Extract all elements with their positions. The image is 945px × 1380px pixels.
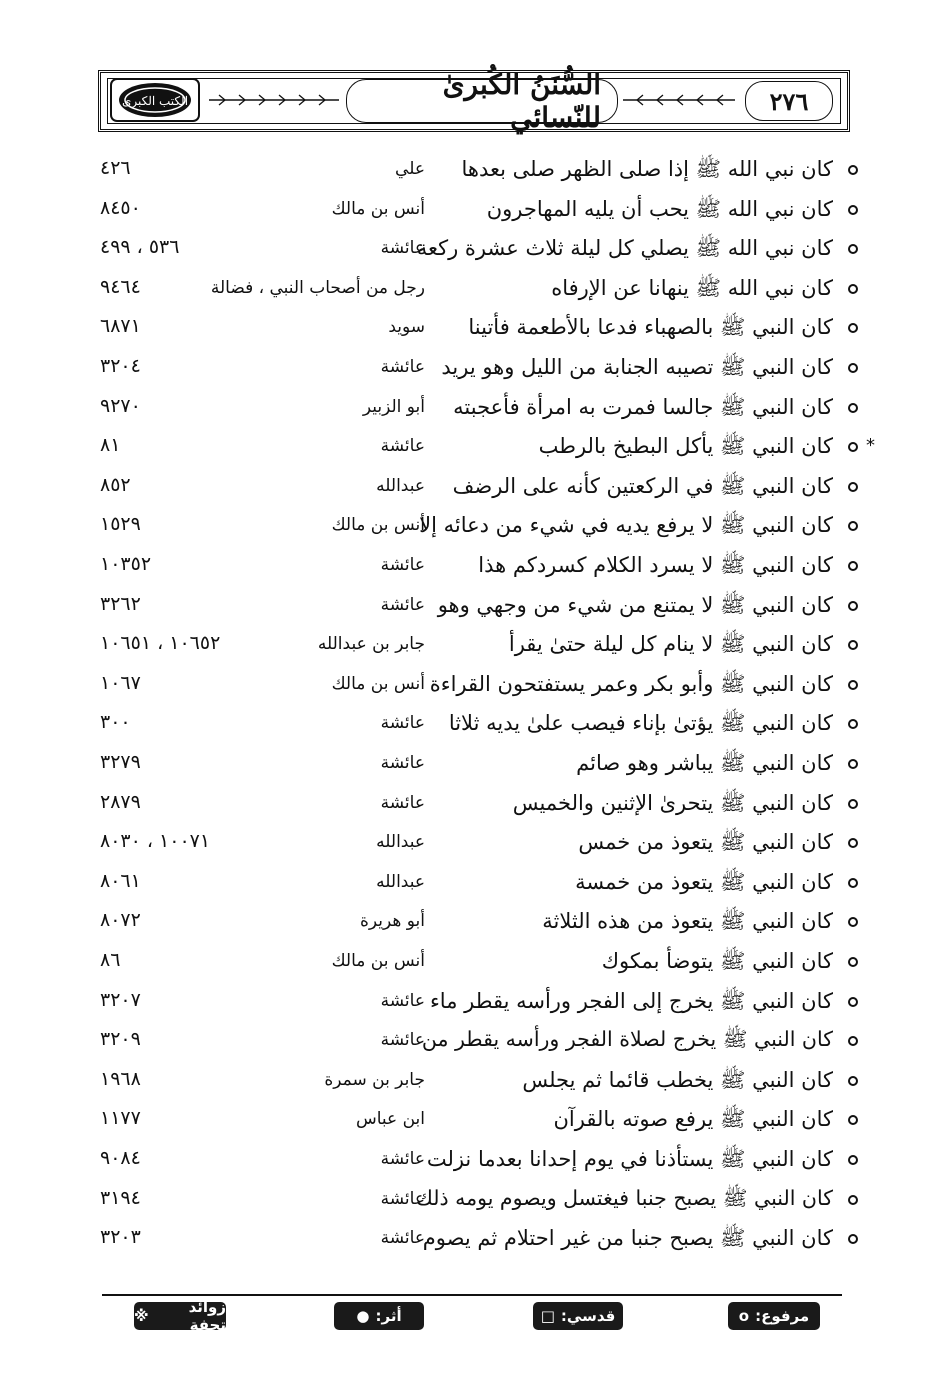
reference-number: ٥٣٦ ، ٤٩٩	[100, 236, 180, 259]
index-row	[0, 786, 945, 826]
index-row	[0, 984, 945, 1024]
reference-number: ٣٢٠٩	[100, 1028, 141, 1051]
reference-number: ٢٨٧٩	[100, 790, 141, 813]
legend-filled-circle-icon: ●	[356, 1307, 370, 1325]
marfu-circle-icon	[848, 442, 858, 452]
index-row	[0, 667, 945, 707]
reference-number: ٨١	[100, 434, 121, 457]
narrator: أنس بن مالك	[331, 198, 425, 219]
hadith-text: كان النبي ﷺ يصبح جنبا فيغتسل ويصوم يومه ذلك	[415, 1185, 833, 1210]
reference-number: ٣٢٠٤	[100, 355, 141, 377]
marfu-circle-icon	[848, 165, 858, 175]
legend-asterisk-icon: ※	[134, 1307, 149, 1325]
reference-number: ٣٢٦٢	[100, 592, 141, 615]
narrator: أنس بن مالك	[331, 673, 425, 694]
hadith-text: كان النبي ﷺ وأبو بكر وعمر يستفتحون القراءة	[429, 671, 833, 696]
marfu-circle-icon	[848, 1234, 858, 1244]
legend-zawaid	[134, 1298, 226, 1334]
narrator: عائشة	[380, 357, 425, 377]
reference-number: ٨٦	[100, 949, 121, 971]
marfu-circle-icon	[848, 363, 858, 373]
narrator: عائشة	[380, 238, 425, 259]
narrator: عائشة	[380, 555, 425, 575]
marfu-circle-icon	[848, 957, 858, 967]
index-row	[0, 825, 945, 865]
reference-number: ٤٢٦	[100, 157, 131, 179]
page-header	[98, 70, 850, 132]
reference-number: ٣١٩٤	[100, 1186, 141, 1209]
index-row	[0, 1023, 945, 1063]
index-row	[0, 469, 945, 509]
legend-open-circle-icon: o	[738, 1307, 750, 1325]
seal-text: الكتب الكبرى	[121, 94, 189, 108]
hadith-text: كان النبي ﷺ تصيبه الجنابة من الليل وهو يريد	[441, 355, 833, 379]
index-row	[0, 310, 945, 350]
reference-number: ١٠٦٧	[100, 671, 141, 694]
reference-number: ٣٠٠	[100, 711, 131, 734]
index-row	[0, 1142, 945, 1182]
narrator: أبو الزبير	[362, 396, 425, 417]
marfu-circle-icon	[848, 1076, 858, 1086]
hadith-text: كان النبي ﷺ يتعوذ من هذه الثلاثة	[542, 909, 833, 934]
narrator: عائشة	[380, 713, 425, 734]
hadith-text: كان نبي الله ﷺ ينهانا عن الإرفاه	[551, 275, 833, 300]
narrator: أنس بن مالك	[331, 951, 425, 971]
hadith-text: كان النبي ﷺ يتعوذ من خمسة	[575, 869, 833, 894]
hadith-text: كان النبي ﷺ في الركعتين كأنه على الرضف	[452, 473, 833, 498]
zawaid-asterisk-icon: *	[866, 435, 875, 457]
reference-number: ١٩٦٨	[100, 1067, 141, 1090]
marfu-circle-icon	[848, 601, 858, 611]
marfu-circle-icon	[848, 680, 858, 690]
marfu-circle-icon	[848, 521, 858, 531]
marfu-circle-icon	[848, 561, 858, 571]
marfu-circle-icon	[848, 284, 858, 294]
legend-label: زوائد تحفة	[188, 1298, 226, 1334]
reference-number: ١٥٢٩	[100, 513, 141, 536]
reference-number: ٨٤٥٠	[100, 196, 141, 219]
reference-number: ٩٠٨٤	[100, 1147, 141, 1169]
page-number: ٢٧٦	[745, 81, 833, 121]
narrator: عائشة	[380, 753, 425, 773]
marfu-circle-icon	[848, 719, 858, 729]
hadith-text: كان نبي الله ﷺ إذا صلى الظهر صلى بعدها	[461, 157, 833, 181]
legend-square-icon: □	[540, 1307, 555, 1325]
hadith-text: كان النبي ﷺ يخرج إلى الفجر ورأسه يقطر ماء	[429, 988, 833, 1013]
legend-athar	[334, 1302, 424, 1330]
narrator: ابن عباس	[355, 1109, 425, 1130]
narrator: رجل من أصحاب النبي ، فضالة	[210, 277, 425, 298]
hadith-text: كان النبي ﷺ يستأذنا في يوم إحدانا بعدما نزلت	[426, 1147, 833, 1171]
narrator: عائشة	[380, 1149, 425, 1169]
index-row	[0, 350, 945, 390]
hadith-text: كان النبي ﷺ لا يمتنع من شيء من وجهي وهو	[437, 592, 833, 617]
narrator: أبو هريرة	[359, 911, 425, 932]
narrator: عائشة	[380, 436, 425, 457]
index-row	[0, 271, 945, 311]
marfu-circle-icon	[848, 244, 858, 254]
narrator: عائشة	[380, 594, 425, 615]
index-row	[0, 1063, 945, 1103]
narrator: عائشة	[380, 1228, 425, 1249]
marfu-circle-icon	[848, 838, 858, 848]
hadith-text: كان النبي ﷺ لا يرفع يديه في شيء من دعائه إلا	[419, 513, 833, 538]
legend-marfu	[728, 1302, 820, 1330]
marfu-circle-icon	[848, 997, 858, 1007]
index-row	[0, 508, 945, 548]
marfu-circle-icon	[848, 799, 858, 809]
index-row	[0, 429, 945, 469]
index-row	[0, 390, 945, 430]
reference-number: ٣٢٠٣	[100, 1226, 141, 1249]
hadith-text: كان نبي الله ﷺ يحب أن يليه المهاجرون	[486, 196, 833, 221]
hadith-text: كان النبي ﷺ يخرج لصلاة الفجر ورأسه يقطر من	[421, 1027, 833, 1052]
hadith-text: كان نبي الله ﷺ يصلي كل ليلة ثلاث عشرة ركعة	[416, 236, 833, 261]
book-title: السُّنَنُ الكُبرىٰ للنّسائي	[442, 68, 601, 134]
reference-number: ٩٢٧٠	[100, 394, 141, 417]
index-row	[0, 746, 945, 786]
marfu-circle-icon	[848, 1155, 858, 1165]
hadith-text: كان النبي ﷺ يرفع صوته بالقرآن	[553, 1107, 833, 1132]
hadith-text: كان النبي ﷺ جالسا فمرت به امرأة فأعجبته	[453, 394, 833, 419]
reference-number: ١٠٣٥٢	[100, 553, 152, 575]
narrator: عبدالله	[376, 475, 425, 496]
index-row	[0, 865, 945, 905]
legend-label: أثر:	[375, 1307, 402, 1325]
footer-divider	[102, 1294, 842, 1296]
marfu-circle-icon	[848, 482, 858, 492]
narrator: جابر بن عبدالله	[317, 634, 425, 655]
narrator: سويد	[388, 317, 425, 338]
hadith-text: كان النبي ﷺ يخطب قائما ثم يجلس	[522, 1067, 833, 1092]
narrator: عبدالله	[376, 871, 425, 892]
reference-number: ١١٧٧	[100, 1107, 141, 1130]
marfu-circle-icon	[848, 205, 858, 215]
hadith-text: كان النبي ﷺ يتوضأ بمكوك	[601, 949, 833, 973]
reference-number: ٣٢٠٧	[100, 988, 141, 1011]
marfu-circle-icon	[848, 640, 858, 650]
hadith-text: كان النبي ﷺ يباشر وهو صائم	[576, 751, 833, 775]
hadith-text: كان النبي ﷺ يأكل البطيخ بالرطب	[538, 434, 833, 459]
index-row	[0, 152, 945, 192]
narrator: جابر بن سمرة	[324, 1069, 425, 1090]
index-row	[0, 706, 945, 746]
narrator: عائشة	[380, 1188, 425, 1209]
legend-label: مرفوع:	[755, 1307, 810, 1325]
marfu-circle-icon	[848, 1115, 858, 1125]
index-row	[0, 1102, 945, 1142]
hadith-text: كان النبي ﷺ يتحرىٰ الإثنين والخميس	[512, 790, 833, 815]
hadith-text: كان النبي ﷺ بالصهباء فدعا بالأطعمة فأتينا	[468, 315, 833, 340]
index-row	[0, 1182, 945, 1222]
marfu-circle-icon	[848, 917, 858, 927]
index-row	[0, 588, 945, 628]
reference-number: ٣٢٧٩	[100, 751, 141, 773]
index-row	[0, 944, 945, 984]
marfu-circle-icon	[848, 759, 858, 769]
narrator: عائشة	[380, 792, 425, 813]
hadith-text: كان النبي ﷺ لا ينام كل ليلة حتىٰ يقرأ	[508, 632, 833, 657]
narrator: علي	[395, 159, 425, 179]
reference-number: ٦٨٧١	[100, 315, 141, 338]
reference-number: ٨٠٦١	[100, 869, 141, 892]
index-row	[0, 904, 945, 944]
marfu-circle-icon	[848, 878, 858, 888]
marfu-circle-icon	[848, 323, 858, 333]
hadith-text: كان النبي ﷺ يؤتىٰ بإناء فيصب علىٰ يديه ثلاثا	[448, 711, 833, 736]
legend-qudsi	[533, 1302, 623, 1330]
hadith-text: كان النبي ﷺ لا يسرد الكلام كسردكم هذا	[478, 553, 833, 577]
reference-number: ٨٥٢	[100, 473, 131, 496]
reference-number: ٨٠٧٢	[100, 909, 141, 932]
narrator: عبدالله	[376, 832, 425, 853]
narrator: عائشة	[380, 990, 425, 1011]
legend-label: قدسي:	[560, 1307, 616, 1325]
book-seal-icon	[109, 77, 201, 123]
hadith-text: كان النبي ﷺ يتعوذ من خمس	[578, 830, 833, 855]
index-row	[0, 192, 945, 232]
index-row	[0, 1221, 945, 1261]
marfu-circle-icon	[848, 1195, 858, 1205]
reference-number: ١٠٠٧١ ، ٨٠٣٠	[100, 830, 211, 853]
narrator: أنس بن مالك	[331, 515, 425, 536]
marfu-circle-icon	[848, 403, 858, 413]
reference-number: ١٠٦٥٢ ، ١٠٦٥١	[100, 632, 221, 655]
marfu-circle-icon	[848, 1036, 858, 1046]
right-ornament-icon	[623, 93, 735, 107]
index-row	[0, 548, 945, 588]
left-ornament-icon	[209, 93, 339, 107]
reference-number: ٩٤٦٤	[100, 275, 141, 298]
hadith-text: كان النبي ﷺ يصبح جنبا من غير احتلام ثم يصوم	[422, 1226, 833, 1251]
index-row	[0, 627, 945, 667]
index-row	[0, 231, 945, 271]
narrator: عائشة	[380, 1030, 425, 1051]
